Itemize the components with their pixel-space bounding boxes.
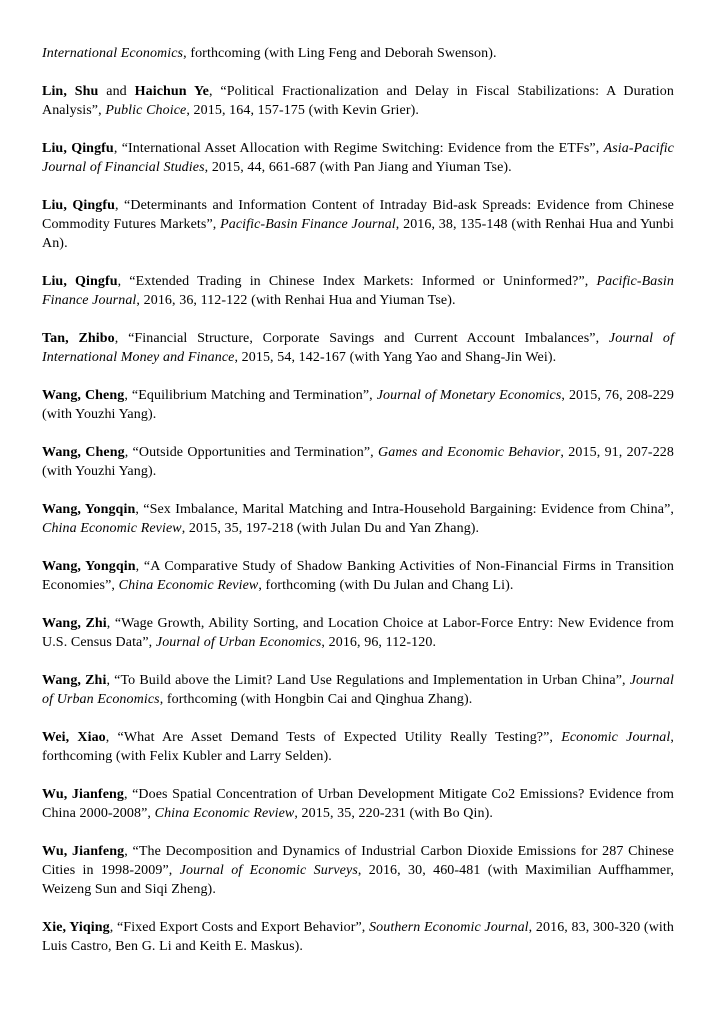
publication-segment-bold: Liu, Qingfu [42, 198, 115, 213]
publication-segment-normal: , “Equilibrium Matching and Termination”, [124, 388, 377, 403]
publication-entry [42, 329, 674, 367]
publication-segment-bold: Wang, Yongqin [42, 502, 136, 517]
publication-segment-normal: , 2016, 38, 135-148 (with Renhai Hua and Yunbi An). [42, 217, 674, 251]
publication-segment-normal: , “The Decomposition and Dynamics of Industrial Carbon Dioxide Emissions for 287 Chinese Cities in 1998-2009”, [42, 844, 674, 878]
publication-entry [42, 443, 674, 481]
publication-segment-bold: Wu, Jianfeng [42, 844, 125, 859]
publication-segment-italic: Journal of Urban Economics [155, 635, 322, 650]
publication-segment-normal: , 2015, 164, 157-175 (with Kevin Grier). [186, 103, 419, 118]
publication-segment-italic: Asia-Pacific Journal of Financial Studies [42, 141, 674, 175]
publication-segment-italic: Pacific-Basin Finance Journal [220, 217, 396, 232]
publication-segment-italic: International Economics [42, 46, 184, 61]
publication-segment-bold: Lin, Shu [42, 84, 99, 99]
publication-entry [42, 386, 674, 424]
publication-list [42, 44, 674, 956]
publication-segment-bold: Wang, Yongqin [42, 559, 136, 574]
publication-segment-italic: Southern Economic Journal [369, 920, 529, 935]
publication-segment-italic: Pacific-Basin Finance Journal [42, 274, 674, 308]
publication-segment-normal: , 2016, 96, 112-120. [321, 635, 437, 650]
publication-segment-bold: Xie, Yiqing [42, 920, 110, 935]
publication-segment-normal: , 2016, 36, 112-122 (with Renhai Hua and Yiuman Tse). [136, 293, 456, 308]
publication-segment-bold: Tan, Zhibo [42, 331, 115, 346]
publication-segment-italic: Economic Journal [561, 730, 671, 745]
publication-segment-normal: , 2015, 35, 197-218 (with Julan Du and Yan Zhang). [181, 521, 480, 536]
publication-segment-normal: , 2015, 91, 207-228 (with Youzhi Yang). [42, 445, 674, 479]
publication-segment-normal: , forthcoming (with Felix Kubler and Larry Selden). [42, 730, 675, 764]
publication-segment-bold: Haichun Ye [134, 84, 209, 99]
publication-segment-bold: Liu, Qingfu [42, 141, 114, 156]
publication-entry [42, 557, 674, 595]
publication-entry [42, 785, 674, 823]
publication-segment-normal: , “Financial Structure, Corporate Savings and Current Account Imbalances”, [114, 331, 609, 346]
publication-segment-normal: , 2015, 54, 142-167 (with Yang Yao and Shang-Jin Wei). [234, 350, 557, 365]
publication-segment-italic: Journal of International Money and Finance [42, 331, 674, 365]
publication-entry [42, 671, 674, 709]
publication-entry [42, 196, 674, 253]
publication-entry [42, 44, 674, 63]
publication-segment-normal: , “Extended Trading in Chinese Index Markets: Informed or Uninformed?”, [117, 274, 597, 289]
publication-segment-normal: , forthcoming (with Hongbin Cai and Qinghua Zhang). [159, 692, 473, 707]
publication-segment-bold: Wei, Xiao [42, 730, 106, 745]
publication-segment-normal: and [98, 84, 135, 99]
publication-segment-normal: , “What Are Asset Demand Tests of Expected Utility Really Testing?”, [105, 730, 562, 745]
publication-segment-normal: , “Does Spatial Concentration of Urban Development Mitigate Co2 Emissions? Evidence from China 2000-2008”, [42, 787, 674, 821]
publication-segment-normal: , 2016, 83, 300-320 (with Luis Castro, Ben G. Li and Keith E. Maskus). [42, 920, 674, 954]
publication-entry [42, 918, 674, 956]
publication-segment-italic: China Economic Review [118, 578, 259, 593]
publication-entry [42, 500, 674, 538]
publication-segment-italic: China Economic Review [154, 806, 295, 821]
publication-segment-normal: , “Wage Growth, Ability Sorting, and Location Choice at Labor-Force Entry: New Evidence from U.S. Census Data”, [42, 616, 674, 650]
publication-segment-normal: , “Political Fractionalization and Delay in Fiscal Stabilizations: A Duration Analysis”, [42, 84, 674, 118]
publication-segment-bold: Liu, Qingfu [42, 274, 118, 289]
publication-entry [42, 272, 674, 310]
publication-segment-italic: Public Choice [105, 103, 187, 118]
publication-segment-normal: , forthcoming (with Ling Feng and Deborah Swenson). [183, 46, 497, 61]
publication-segment-italic: China Economic Review [42, 521, 182, 536]
publication-segment-normal: , 2016, 30, 460-481 (with Maximilian Auffhammer, Weizeng Sun and Siqi Zheng). [42, 863, 674, 897]
publication-segment-normal: , forthcoming (with Du Julan and Chang Li). [258, 578, 514, 593]
publication-segment-italic: Journal of Economic Surveys [179, 863, 358, 878]
publication-segment-normal: , “Determinants and Information Content of Intraday Bid-ask Spreads: Evidence from Chinese Commodity Futures Markets”, [42, 198, 674, 232]
publication-segment-normal: , “International Asset Allocation with Regime Switching: Evidence from the ETFs”, [113, 141, 604, 156]
publication-segment-bold: Wang, Cheng [42, 445, 125, 460]
publication-segment-normal: , “A Comparative Study of Shadow Banking Activities of Non-Financial Firms in Transition Economies”, [42, 559, 674, 593]
publication-entry [42, 728, 674, 766]
publication-segment-normal: , “To Build above the Limit? Land Use Regulations and Implementation in Urban China”, [106, 673, 630, 688]
publication-segment-normal: , “Fixed Export Costs and Export Behavior”, [109, 920, 370, 935]
publication-segment-italic: Journal of Urban Economics [42, 673, 674, 707]
publication-segment-normal: , 2015, 76, 208-229 (with Youzhi Yang). [42, 388, 674, 422]
publication-segment-normal: , “Outside Opportunities and Termination”, [124, 445, 379, 460]
publication-segment-bold: Wang, Cheng [42, 388, 125, 403]
publication-segment-italic: Journal of Monetary Economics [376, 388, 562, 403]
publication-entry [42, 139, 674, 177]
publication-entry [42, 842, 674, 899]
publication-segment-bold: Wu, Jianfeng [42, 787, 124, 802]
publication-segment-italic: Games and Economic Behavior [378, 445, 561, 460]
publication-segment-bold: Wang, Zhi [42, 616, 107, 631]
publication-segment-normal: , “Sex Imbalance, Marital Matching and Intra-Household Bargaining: Evidence from China”, [135, 502, 674, 517]
publication-segment-normal: , 2015, 44, 661-687 (with Pan Jiang and Yiuman Tse). [204, 160, 512, 175]
publication-entry [42, 82, 674, 120]
publication-segment-bold: Wang, Zhi [42, 673, 107, 688]
publication-entry [42, 614, 674, 652]
publication-segment-normal: , 2015, 35, 220-231 (with Bo Qin). [294, 806, 493, 821]
